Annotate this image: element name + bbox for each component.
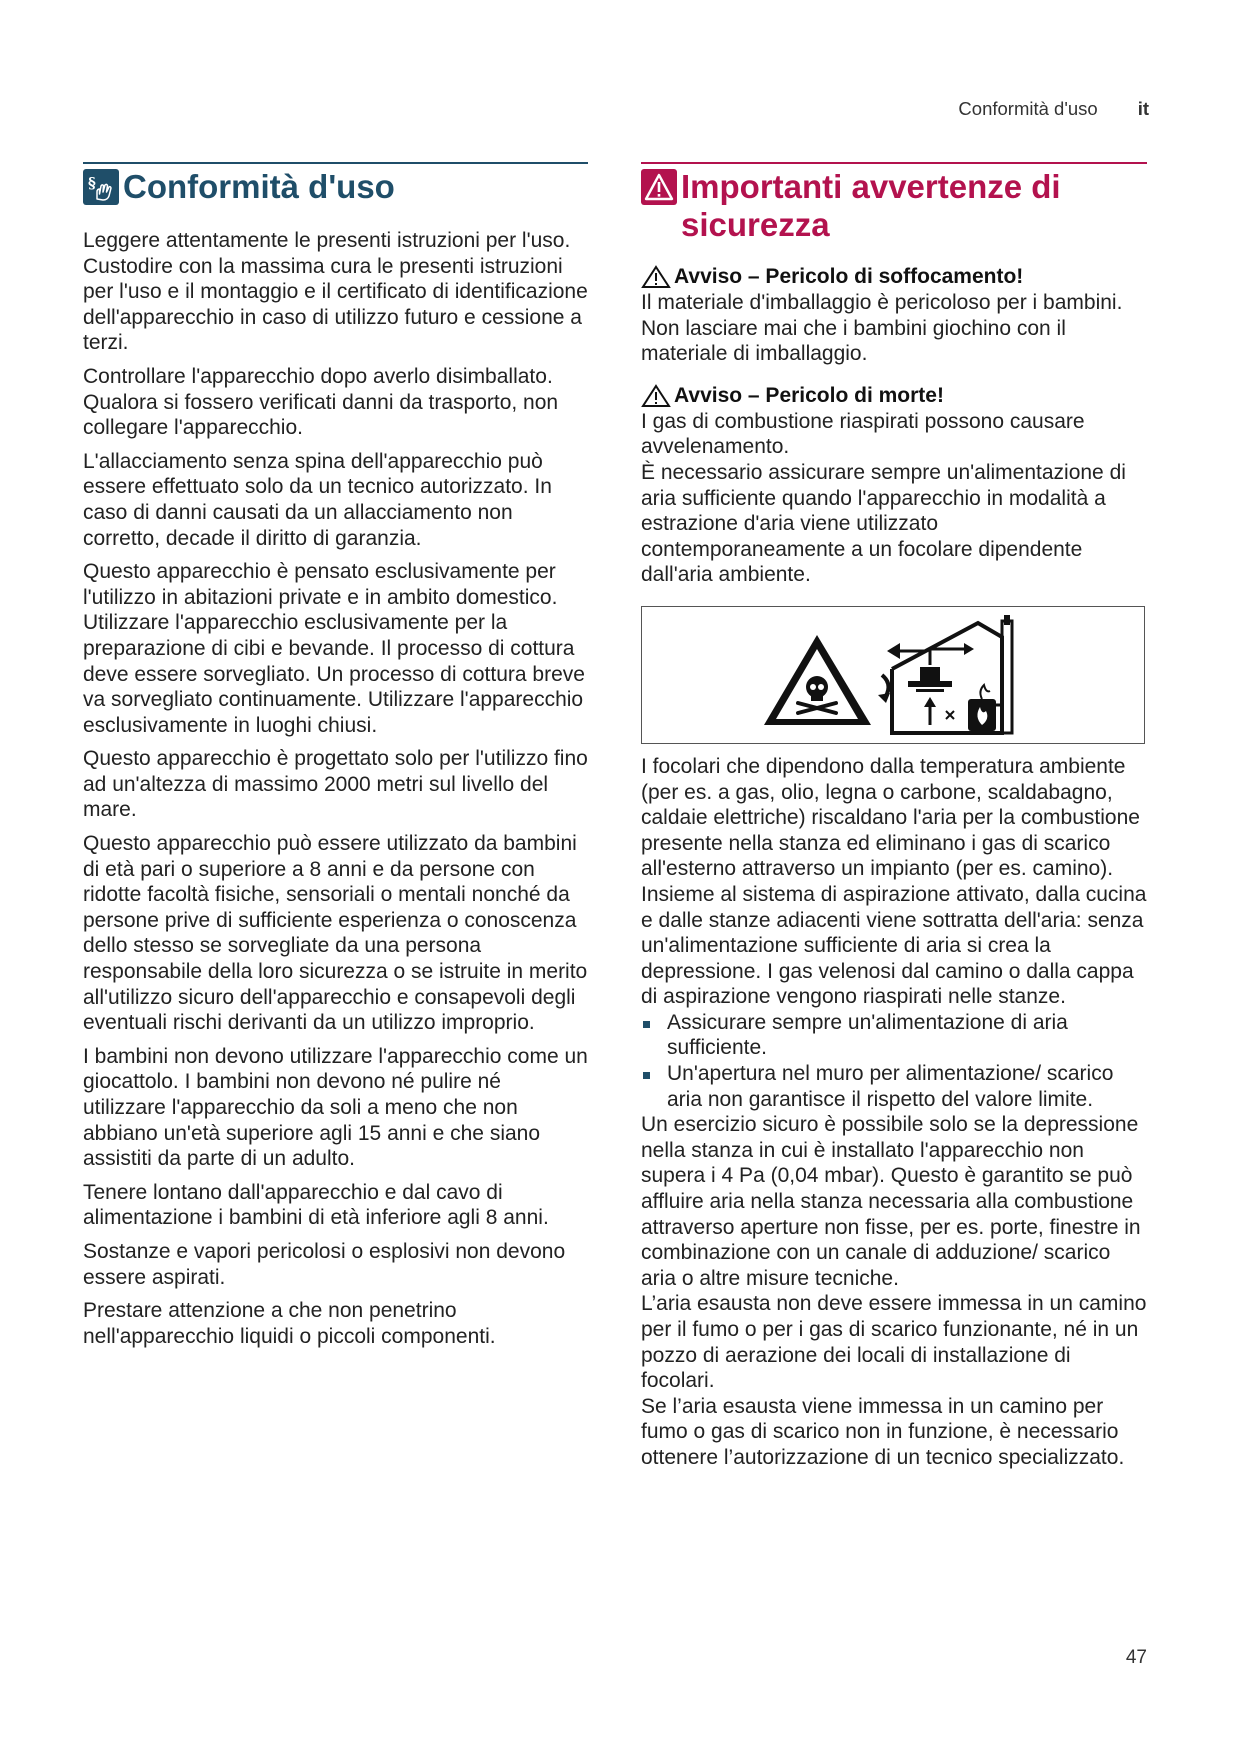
warning-suffocation — [641, 264, 1147, 367]
paragraph-read-instructions: Leggere attentamente le presenti istruzioni per l'uso. Custodire con la massima cura le presenti istruzioni per l'uso e il montaggio e il certificato di identificazione dell'apparecchio in caso di utilizzo futuro e cessione a terzi. — [83, 229, 588, 355]
paragraph-altitude: Questo apparecchio è progettato solo per l'utilizzo fino ad un'altezza di massimo 2000 metri sul livello del mare. — [83, 747, 588, 822]
warning-death — [641, 383, 1147, 588]
exhaust-hazard-illustration — [641, 606, 1145, 744]
paragraph-exhaust-chimney: L’aria esausta non deve essere immessa in un camino per il fumo o per i gas di scarico funzionante, né in un pozzo di aerazione dei locali di installazione di focolari. — [641, 1292, 1147, 1393]
air-supply-bullets — [641, 1010, 1147, 1112]
running-header — [958, 98, 1149, 120]
warning-suffocation-text: Il materiale d'imballaggio è pericoloso per i bambini. Non lasciare mai che i bambini giochino con il materiale di imballaggio. — [641, 291, 1123, 366]
paragraph-connection: L'allacciamento senza spina dell'apparecchio può essere effettuato solo da un tecnico autorizzato. In caso di danni causati da un allacciamento non corretto, decade il diritto di garanzia. — [83, 449, 552, 550]
bullet-marker — [643, 1021, 650, 1028]
list-item — [641, 1010, 1147, 1061]
paragraph-keep-children-away: Tenere lontano dall'apparecchio e dal cavo di alimentazione i bambini di età inferiore agli 8 anni. — [83, 1180, 549, 1230]
warning-suffocation-heading — [641, 264, 1147, 290]
safety-heading — [641, 162, 1147, 244]
list-item — [641, 1061, 1147, 1112]
bullet-text: Un'apertura nel muro per alimentazione/ scarico aria non garantisce il rispetto del valore limite. — [667, 1062, 1114, 1111]
header-language: it — [1137, 98, 1149, 119]
warning-triangle-icon — [641, 265, 671, 289]
svg-text:§: § — [88, 174, 96, 192]
paragraph-explosive-substances: Sostanze e vapori pericolosi o esplosivi non devono essere aspirati. — [83, 1239, 566, 1289]
intended-use-title: Conformità d'uso — [123, 168, 395, 205]
warning-death-heading — [641, 383, 1147, 409]
paragraph-authorization: Se l’aria esausta viene immessa in un camino per fumo o gas di scarico non in funzione, è necessario ottenere l’autorizzazione di un tecnico specializzato. — [641, 1394, 1125, 1469]
warning-death-text-2: È necessario assicurare sempre un'alimentazione di aria sufficiente quando l'apparecchio in modalità a estrazione d'aria viene utilizzato contemporaneamente a un focolare dipendente dall'aria ambiente. — [641, 460, 1126, 587]
safety-title: Importanti avvertenze di sicurezza — [681, 168, 1061, 243]
right-column — [641, 162, 1147, 1471]
bullet-text: Assicurare sempre un'alimentazione di aria sufficiente. — [667, 1010, 1068, 1060]
intended-use-body — [83, 228, 588, 1349]
bullet-marker — [643, 1072, 650, 1079]
paragraph-liquids: Prestare attenzione a che non penetrino nell'apparecchio liquidi o piccoli componenti. — [83, 1299, 496, 1348]
warning-triangle-icon — [641, 169, 677, 205]
paragraph-safe-operation: Un esercizio sicuro è possibile solo se la depressione nella stanza in cui è installato l'apparecchio non supera i 4 Pa (0,04 mbar). Questo è garantito se può affluire aria nella stanza necessaria alla combustione attraverso aperture non fisse, per es. porte, finestre in combinazione con un canale di adduzione/ scarico aria o altre misure tecniche. — [641, 1113, 1141, 1290]
intended-use-icon — [83, 169, 119, 205]
poison-warning-triangle-icon — [764, 635, 871, 725]
warning-triangle-icon — [641, 384, 671, 408]
page-number: 47 — [1125, 1647, 1147, 1668]
warning-death-title: Avviso – Pericolo di morte! — [674, 383, 944, 407]
paragraph-domestic-use: Questo apparecchio è pensato esclusivamente per l'utilizzo in abitazioni private e in ambito domestico. Utilizzare l'apparecchio esclusivamente per la preparazione di cibi e bevande. Il processo di cottura deve essere sorvegliato. Un processo di cottura breve va sorvegliato continuamente. Utilizzare l'apparecchio esclusivamente in luoghi chiusi. — [83, 560, 585, 737]
warning-death-text-1: I gas di combustione riaspirati possono causare avvelenamento. — [641, 409, 1085, 459]
warning-suffocation-title: Avviso – Pericolo di soffocamento! — [674, 265, 1024, 288]
house-diagram-icon — [887, 615, 1012, 733]
paragraph-check-unpacked: Controllare l'apparecchio dopo averlo disimballato. Qualora si fossero verificati danni da trasporto, non collegare l'apparecchio. — [83, 364, 559, 440]
paragraph-children-toy: I bambini non devono utilizzare l'apparecchio come un giocattolo. I bambini non devono né pulire né utilizzare l'apparecchio da soli a meno che non abbiano un'età superiore agli 15 anni e che siano assistiti da parte di un adulto. — [83, 1044, 588, 1171]
intended-use-heading — [83, 162, 588, 206]
paragraph-children-persons: Questo apparecchio può essere utilizzato da bambini di età pari o superiore a 8 anni e da persone con ridotte facoltà fisiche, sensoriali o mentali nonché da persone prive di sufficiente esperienza o conoscenza dello stesso se sorvegliate da una persona responsabile della loro sicurezza o se istruite in merito all'utilizzo sicuro dell'apparecchio e consapevoli degli eventuali rischi derivanti da un utilizzo improprio. — [83, 832, 588, 1035]
left-column — [83, 162, 588, 1349]
paragraph-combustion-sources: I focolari che dipendono dalla temperatura ambiente (per es. a gas, olio, legna o carbone, scaldabagno, caldaie elettriche) riscaldano l'aria per la combustione presente nella stanza ed eliminano i gas di scarico all'esterno attraverso un impianto (per es. camino). Insieme al sistema di aspirazione attivato, dalla cucina e dalle stanze adiacenti viene sottratta dell'aria: senza un'alimentazione sufficiente di aria si crea la depressione. I gas velenosi dal camino o dalla cappa di aspirazione vengono riaspirati nelle stanze. — [641, 754, 1147, 1009]
header-section-name: Conformità d'uso — [958, 98, 1098, 119]
